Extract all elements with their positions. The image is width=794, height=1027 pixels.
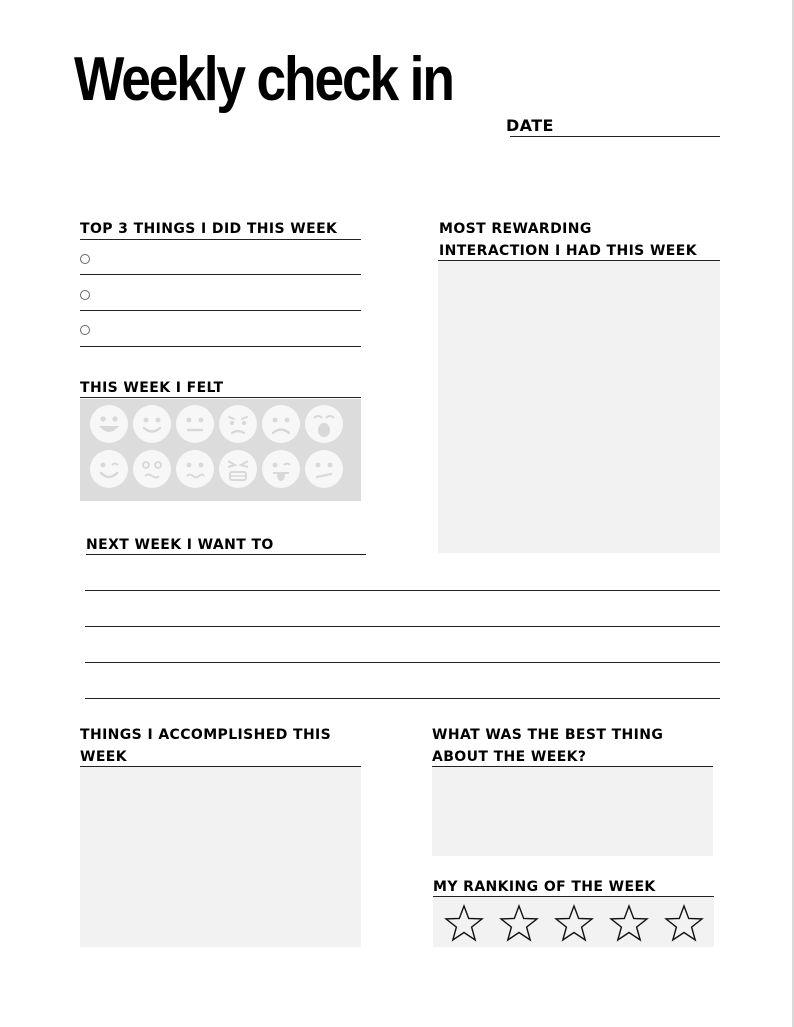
smiling-face-icon[interactable] bbox=[133, 405, 171, 443]
angry-face-icon[interactable] bbox=[219, 450, 257, 488]
neutral-face-icon[interactable] bbox=[176, 405, 214, 443]
felt-heading-rule bbox=[80, 397, 361, 398]
top-three-heading-rule bbox=[80, 239, 361, 240]
next-week-heading-rule bbox=[86, 554, 366, 555]
grinning-face-icon[interactable] bbox=[90, 405, 128, 443]
next-week-line-1[interactable] bbox=[85, 590, 720, 591]
top-three-item-line-1[interactable] bbox=[80, 274, 361, 275]
page-title: Weekly check in bbox=[74, 45, 453, 114]
star-5-icon[interactable] bbox=[664, 904, 704, 942]
tongue-out-face-icon[interactable] bbox=[262, 450, 300, 488]
best-thing-heading-line1: WHAT WAS THE BEST THING bbox=[432, 727, 664, 743]
star-2-icon[interactable] bbox=[499, 904, 539, 942]
next-week-line-2[interactable] bbox=[85, 626, 720, 627]
confused-face-icon[interactable] bbox=[133, 450, 171, 488]
circle-bullet-icon[interactable] bbox=[80, 325, 90, 335]
best-thing-heading-line2: ABOUT THE WEEK? bbox=[432, 749, 587, 765]
top-three-heading: TOP 3 THINGS I DID THIS WEEK bbox=[80, 221, 338, 237]
ranking-stars-panel bbox=[433, 897, 714, 947]
next-week-line-3[interactable] bbox=[85, 662, 720, 663]
shocked-face-icon[interactable] bbox=[305, 405, 343, 443]
rewarding-heading-line1: MOST REWARDING bbox=[439, 221, 592, 237]
felt-heading: THIS WEEK I FELT bbox=[80, 380, 224, 396]
ranking-heading: MY RANKING OF THE WEEK bbox=[433, 879, 656, 895]
accomplished-heading-line2: WEEK bbox=[80, 749, 128, 765]
worried-face-icon[interactable] bbox=[219, 405, 257, 443]
next-week-line-4[interactable] bbox=[85, 698, 720, 699]
top-three-item-line-2[interactable] bbox=[80, 310, 361, 311]
wavy-mouth-face-icon[interactable] bbox=[176, 450, 214, 488]
top-three-item-line-3[interactable] bbox=[80, 346, 361, 347]
circle-bullet-icon[interactable] bbox=[80, 290, 90, 300]
rewarding-writing-box[interactable] bbox=[438, 261, 720, 553]
skeptical-face-icon[interactable] bbox=[305, 450, 343, 488]
date-field-line[interactable] bbox=[510, 136, 720, 137]
star-3-icon[interactable] bbox=[554, 904, 594, 942]
accomplished-writing-box[interactable] bbox=[80, 767, 361, 947]
date-label: DATE bbox=[506, 116, 554, 135]
winking-face-icon[interactable] bbox=[90, 450, 128, 488]
next-week-heading: NEXT WEEK I WANT TO bbox=[86, 537, 274, 553]
star-4-icon[interactable] bbox=[609, 904, 649, 942]
rewarding-heading-line2: INTERACTION I HAD THIS WEEK bbox=[439, 243, 697, 259]
emoji-panel bbox=[80, 399, 361, 501]
circle-bullet-icon[interactable] bbox=[80, 254, 90, 264]
accomplished-heading-line1: THINGS I ACCOMPLISHED THIS bbox=[80, 727, 332, 743]
best-thing-writing-box[interactable] bbox=[432, 767, 713, 856]
sad-face-icon[interactable] bbox=[262, 405, 300, 443]
star-1-icon[interactable] bbox=[444, 904, 484, 942]
